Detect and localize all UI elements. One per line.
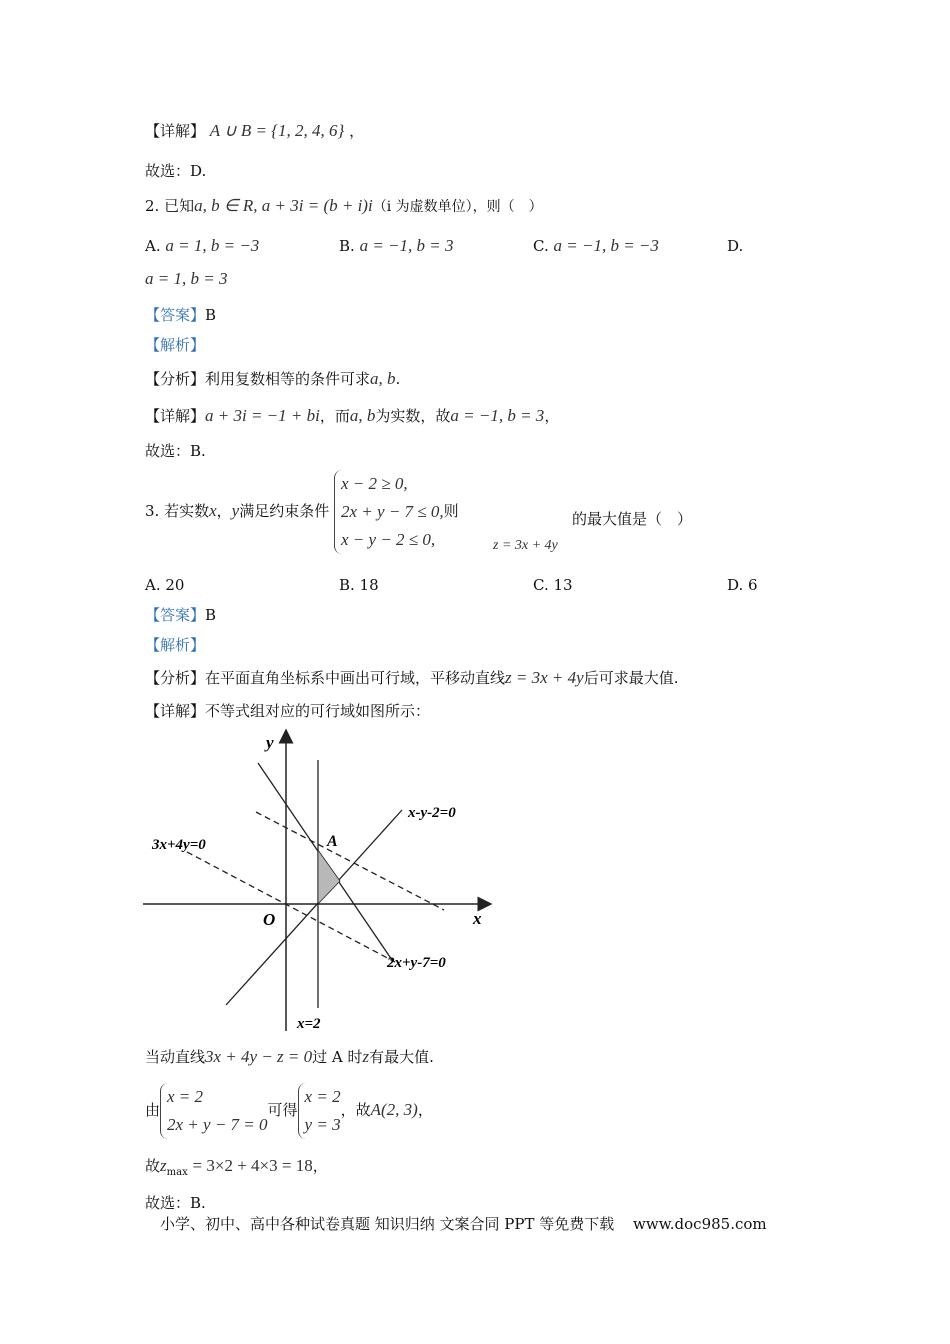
eq: 2x + y − 7 = 0 xyxy=(167,1115,268,1134)
eq: y = 3 xyxy=(304,1115,341,1134)
fenxi-tag: 【分析】 xyxy=(145,370,206,388)
eq: x = 2 xyxy=(304,1087,341,1106)
punct: ， xyxy=(544,407,560,425)
opt-label: B. xyxy=(339,237,355,255)
line-x-y-2 xyxy=(226,810,402,1005)
xiangjie-text: 为实数，故 xyxy=(375,407,451,425)
q2-choice xyxy=(145,440,206,462)
q3-suffix: 的最大值是（ ） xyxy=(572,510,693,528)
answer-tag: 【答案】 xyxy=(145,306,206,324)
q2-option-d-value xyxy=(145,268,227,290)
choice-text: 故选：B. xyxy=(145,442,206,460)
question-2 xyxy=(145,195,543,218)
when-text: 过 A 时 xyxy=(312,1048,363,1066)
q2-option-b xyxy=(339,235,454,257)
q2-xiangjie xyxy=(145,405,559,427)
when-math: 3x + 4y − z = 0 xyxy=(205,1047,313,1066)
system-a xyxy=(160,1083,268,1139)
q3-mid: 满足约束条件 xyxy=(239,502,330,520)
punct: ， xyxy=(216,502,232,520)
q3-option-c: C. 13 xyxy=(533,576,573,594)
q3-when xyxy=(145,1046,434,1068)
footer-text: 小学、初中、高中各种试卷真题 知识归纳 文案合同 PPT 等免费下载 xyxy=(160,1215,615,1233)
opt-label: C. xyxy=(533,237,549,255)
xiangjie-math: a + 3i = −1 + bi xyxy=(205,406,320,425)
opt-label: D. xyxy=(727,237,744,255)
dashed-line-through-a xyxy=(256,812,444,910)
feasible-region xyxy=(318,850,340,904)
xiangjie-text: ，而 xyxy=(319,407,350,425)
fenxi-text: 后可求最大值. xyxy=(583,669,679,687)
feasible-region-figure xyxy=(140,728,500,1033)
constraint-system xyxy=(334,470,444,554)
choice-text: 故选：B. xyxy=(145,1194,206,1212)
var-z: z xyxy=(160,1156,167,1175)
var-x: x xyxy=(209,501,217,520)
q3-xiangjie xyxy=(145,700,430,722)
label-a: A xyxy=(327,833,338,850)
q2-fenxi xyxy=(145,368,400,390)
opt-value: a = 1, b = 3 xyxy=(145,269,228,288)
q3-prefix: 3. 若实数 xyxy=(145,502,210,520)
opt-value: a = 1, b = −3 xyxy=(165,236,260,255)
punct: ， xyxy=(417,1101,433,1119)
punct: ， xyxy=(312,1157,328,1175)
q3-answer xyxy=(145,604,216,626)
fenxi-math: a, b xyxy=(370,369,396,388)
q2-answer xyxy=(145,304,216,326)
q3-solve xyxy=(145,1083,433,1139)
fenxi-text: 利用复数相等的条件可求 xyxy=(205,370,371,388)
union-formula: A ∪ B = {1, 2, 4, 6} xyxy=(209,121,345,140)
punct: . xyxy=(395,370,401,388)
detail-line-1 xyxy=(145,120,364,142)
tag-xiangjie: 【详解】 xyxy=(145,122,206,140)
point-a: A(2, 3) xyxy=(370,1100,418,1119)
eq: x = 2 xyxy=(167,1087,204,1106)
label-3x-4y-0: 3x+4y=0 xyxy=(152,837,206,853)
label-x: x xyxy=(473,909,482,928)
solve-text: 可得 xyxy=(267,1101,298,1119)
q3-zmax xyxy=(145,1155,328,1184)
answer-value: B xyxy=(205,306,217,324)
constraint-2: 2x + y − 7 ≤ 0, xyxy=(341,502,444,521)
q3-option-d: D. 6 xyxy=(727,576,758,594)
var-y: y xyxy=(231,501,240,520)
label-x-y-2: x-y-2=0 xyxy=(408,805,456,821)
q3-then: 则 xyxy=(443,502,459,520)
label-o: O xyxy=(263,910,276,929)
label-x-eq-2: x=2 xyxy=(297,1016,321,1032)
xiangjie-tag: 【详解】 xyxy=(145,702,206,720)
answer-value: B xyxy=(205,606,217,624)
solve-text: 由 xyxy=(145,1101,161,1119)
xiangjie-math: a = −1, b = 3 xyxy=(450,406,545,425)
answer-tag: 【答案】 xyxy=(145,606,206,624)
choice-text: 故选：D. xyxy=(145,162,207,180)
q2-option-d xyxy=(727,235,743,257)
q3-analysis xyxy=(145,634,205,656)
label-y: y xyxy=(266,733,274,752)
question-3 xyxy=(145,470,459,554)
when-text: 当动直线 xyxy=(145,1048,206,1066)
footer-link[interactable]: www.doc985.com xyxy=(633,1215,767,1233)
choice-line-1 xyxy=(145,160,206,182)
system-b xyxy=(298,1083,341,1139)
q2-option-c xyxy=(533,235,659,257)
fenxi-math: z = 3x + 4y xyxy=(505,668,584,687)
zmax-text: 故 xyxy=(145,1157,161,1175)
opt-label: A. xyxy=(145,237,161,255)
q2-analysis xyxy=(145,334,205,356)
footer xyxy=(160,1213,767,1234)
objective-z: z = 3x + 4y xyxy=(493,538,558,553)
constraint-3: x − y − 2 ≤ 0, xyxy=(341,530,436,549)
q3-option-a: A. 20 xyxy=(145,576,185,594)
zmax-math: = 3×2 + 4×3 = 18 xyxy=(192,1156,313,1175)
var-z: z xyxy=(362,1047,370,1066)
zmax-subscript: max xyxy=(166,1167,188,1178)
analysis-tag: 【解析】 xyxy=(145,336,206,354)
q3-choice xyxy=(145,1192,206,1214)
q3-fenxi xyxy=(145,667,678,689)
q3-option-b: B. 18 xyxy=(339,576,379,594)
xiangjie-math: a, b xyxy=(349,406,376,425)
xiangjie-tag: 【详解】 xyxy=(145,407,206,425)
q2-prefix: 2. 已知 xyxy=(145,197,195,215)
opt-value: a = −1, b = −3 xyxy=(553,236,659,255)
when-text: 有最大值. xyxy=(369,1048,434,1066)
fenxi-text: 在平面直角坐标系中画出可行域，平移动直线 xyxy=(205,669,506,687)
solve-text: ，故 xyxy=(340,1101,371,1119)
q2-option-a xyxy=(145,235,259,257)
q2-suffix: （i 为虚数单位），则（ ） xyxy=(372,199,543,215)
q2-formula: a, b ∈ R, a + 3i = (b + i)i xyxy=(194,196,373,215)
analysis-tag: 【解析】 xyxy=(145,636,206,654)
label-2x-y-7: 2x+y-7=0 xyxy=(387,955,446,971)
fenxi-tag: 【分析】 xyxy=(145,669,206,687)
xiangjie-text: 不等式组对应的可行域如图所示： xyxy=(205,702,431,720)
punct: ， xyxy=(349,122,365,140)
opt-value: a = −1, b = 3 xyxy=(359,236,454,255)
constraint-1: x − 2 ≥ 0, xyxy=(341,474,408,493)
